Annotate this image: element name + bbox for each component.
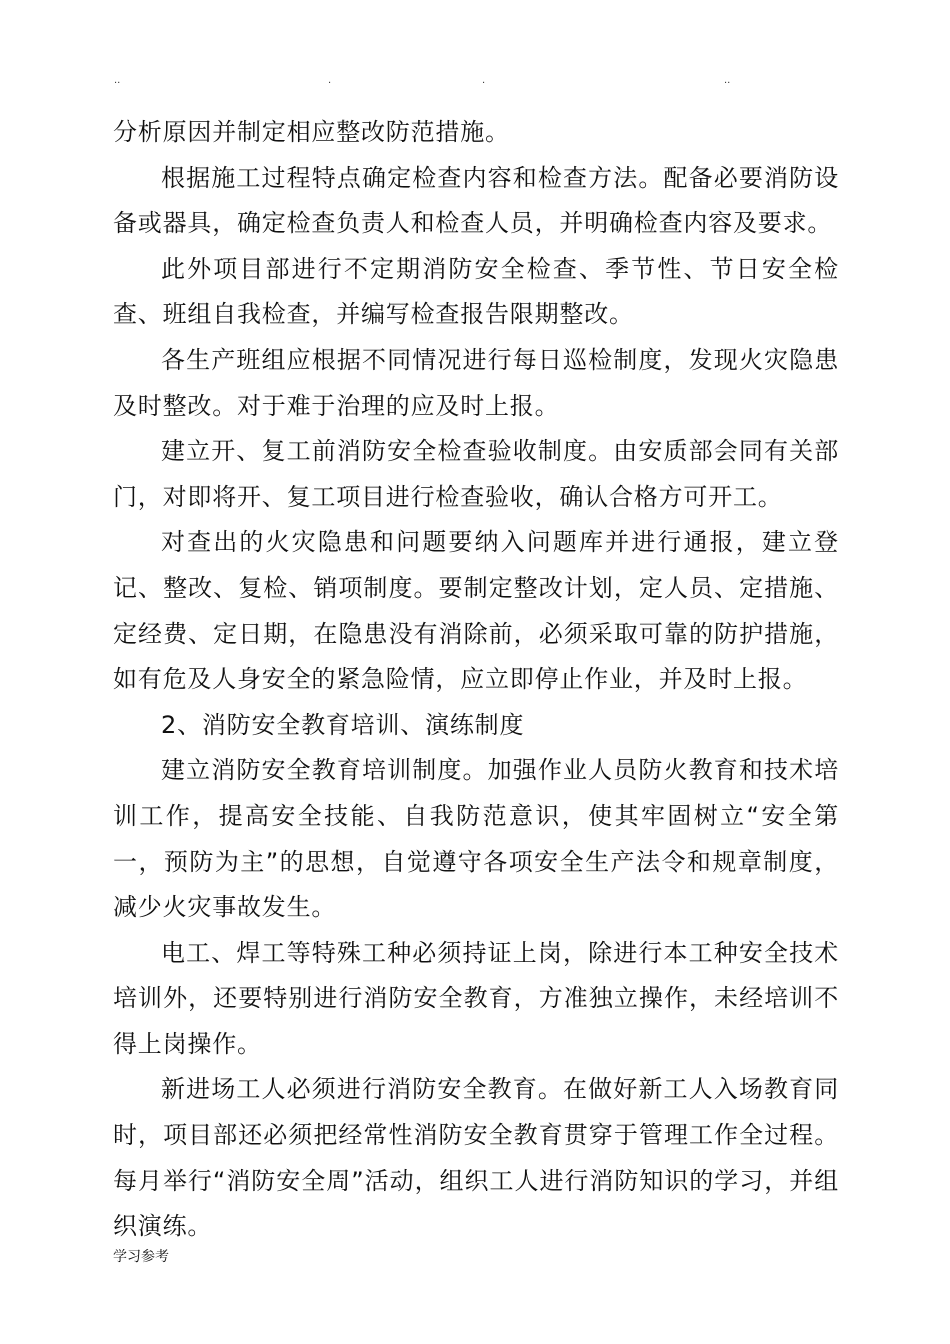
- paragraph: 建立消防安全教育培训制度。加强作业人员防火教育和技术培训工作，提高安全技能、自我防范意识，使其牢固树立“安全第一，预防为主”的思想，自觉遵守各项安全生产法令和规章制度，减少火灾事故发生。: [113, 756, 839, 922]
- paragraph: 各生产班组应根据不同情况进行每日巡检制度，发现火灾隐患及时整改。对于难于治理的应及时上报。: [113, 345, 839, 420]
- header-mark: .: [328, 75, 332, 86]
- paragraph: 电工、焊工等特殊工种必须持证上岗，除进行本工种安全技术培训外，还要特别进行消防安全教育，方准独立操作，未经培训不得上岗操作。: [113, 938, 839, 1058]
- footer-label: 学习参考: [113, 1249, 169, 1265]
- paragraph: 此外项目部进行不定期消防安全检查、季节性、节日安全检查、班组自我检查，并编写检查报告限期整改。: [113, 254, 839, 329]
- header-mark: ..: [114, 75, 121, 86]
- header-mark: ..: [724, 75, 731, 86]
- paragraph: 根据施工过程特点确定检查内容和检查方法。配备必要消防设备或器具，确定检查负责人和检查人员，并明确检查内容及要求。: [113, 163, 839, 238]
- header-mark: .: [482, 75, 486, 86]
- section-heading: 2、消防安全教育培训、演练制度: [161, 710, 525, 739]
- paragraph-continuation: 分析原因并制定相应整改防范措施。: [113, 118, 510, 146]
- document-body: [113, 110, 839, 1250]
- paragraph: 建立开、复工前消防安全检查验收制度。由安质部会同有关部门，对即将开、复工项目进行检查验收，确认合格方可开工。: [113, 437, 839, 511]
- header-marks: [0, 74, 950, 88]
- paragraph: 对查出的火灾隐患和问题要纳入问题库并进行通报，建立登记、整改、复检、销项制度。要制定整改计划，定人员、定措施、定经费、定日期，在隐患没有消除前，必须采取可靠的防护措施，如有危及人身安全的紧急险情，应立即停止作业，并及时上报。: [113, 528, 839, 694]
- paragraph: 新进场工人必须进行消防安全教育。在做好新工人入场教育同时，项目部还必须把经常性消防安全教育贯穿于管理工作全过程。每月举行“消防安全周”活动，组织工人进行消防知识的学习，并组织演练。: [113, 1075, 839, 1241]
